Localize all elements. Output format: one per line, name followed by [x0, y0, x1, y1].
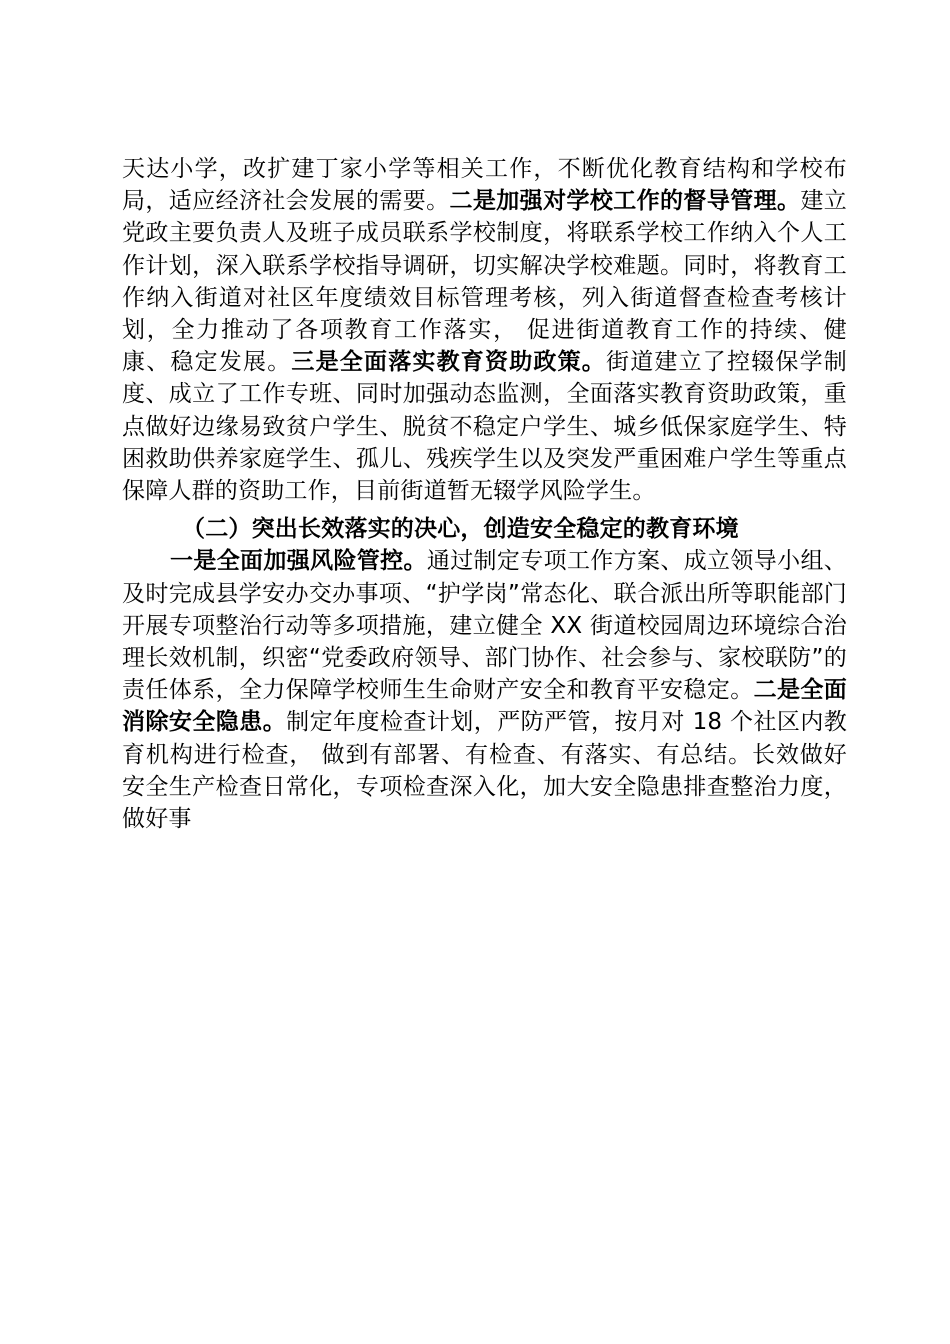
- text-run: 通过制定专项工作方案、成立领导小组、及时完成县学安办交办事项、“护学岗”常态化、联合派出所等职能部门开展专项整治行动等多项措施，建立健全 XX 街道校园周边环境综合治理长效机制，织密“党委政府领导、部门协作、社会参与、家校联防”的责任体系，全力保障学校师生生命财产安全和教育平安稳定。: [122, 548, 848, 704]
- paragraph-education-layout: [122, 153, 847, 507]
- bold-point-supervision: 二是加强对学校工作的督导管理。: [449, 188, 801, 215]
- bold-point-funding: 三是全面落实教育资助政策。: [291, 349, 606, 376]
- text-run: 制定年度检查计划，严防严管，按月对 18 个社区内教育机构进行检查， 做到有部署、有检查、有落实、有总结。长效做好安全生产检查日常化，专项检查深入化，加大安全隐患排查整治力度，做好事: [122, 709, 847, 833]
- text-run: 天达小学，改扩建丁家小学等相关工作，不断优化教育结构和学校布局，适应经济社会发展的需要。: [122, 156, 847, 215]
- text-run: 街道建立了控辍保学制度、成立了工作专班、同时加强动态监测，全面落实教育资助政策，重点做好边缘易致贫户学生、脱贫不稳定户学生、城乡低保家庭学生、特困救助供养家庭学生、孤儿、残疾学生以及突发严重困难户学生等重点保障人群的资助工作，目前街道暂无辍学风险学生。: [122, 349, 847, 505]
- text-run: 建立党政主要负责人及班子成员联系学校制度，将联系学校工作纳入个人工作计划，深入联系学校指导调研，切实解决学校难题。同时，将教育工作纳入街道对社区年度绩效目标管理考核，列入街道督查检查考核计划，全力推动了各项教育工作落实， 促进街道教育工作的持续、健康、稳定发展。: [122, 188, 847, 376]
- bold-point-hazard-removal: 二是全面消除安全隐患。: [122, 677, 847, 736]
- paragraph-safety: [122, 545, 847, 835]
- document-body: [122, 153, 847, 835]
- bold-point-risk-control: 一是全面加强风险管控。: [170, 548, 427, 575]
- section-heading-2: （二）突出长效落实的决心，创造安全稳定的教育环境: [182, 516, 739, 543]
